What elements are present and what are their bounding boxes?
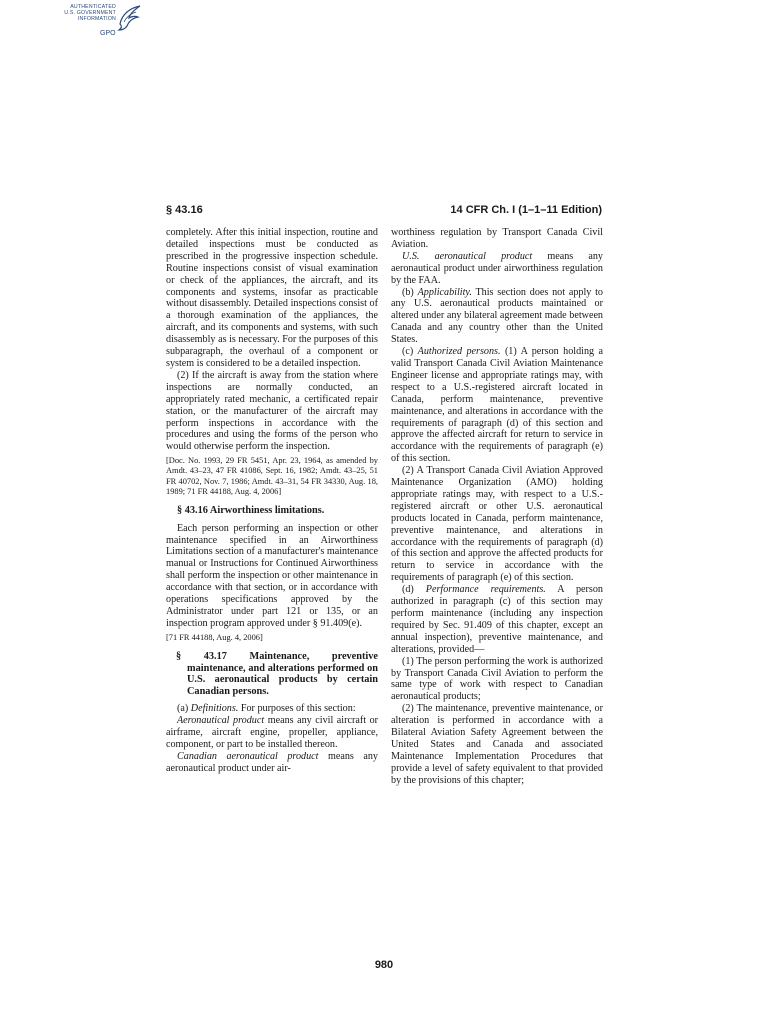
page-header <box>166 204 602 220</box>
paragraph-text: A person authorized in paragraph (c) of this section may perform maintenance (including any inspection required by Sec. 91.409 of this chapter, except an annual inspection), preventive maintenance, and alterations, provided— <box>391 584 603 655</box>
logo-line-2: U.S. GOVERNMENT <box>64 10 116 16</box>
paragraph: completely. After this initial inspection, routine and detailed inspections must be conducted as prescribed in the progressive inspection schedule. Routine inspections consist of visual examination or check of the appliances, the aircraft, and its components and systems, insofar as practicable without disassembly. Detailed inspections consist of a thorough examination of the appliances, the aircraft, and its components and systems, with such disassembly as is necessary. For the purposes of this subparagraph, the overhaul of a component or system is considered to be a detailed inspection. <box>166 227 378 369</box>
paragraph-text: This section does not apply to any U.S. aeronautical products maintained or altered under any bilateral agreement made between Canada and any country other than the United States. <box>391 286 603 346</box>
citation: [Doc. No. 1993, 29 FR 5451, Apr. 23, 1964, as amended by Amdt. 43–23, 47 FR 41086, Sept. 16, 1982; Amdt. 43–25, 51 FR 40702, Nov. 7, 1986; Amdt. 43–31, 54 FR 34330, Aug. 18, 1989; 71 FR 44188, Aug. 4, 2006] <box>166 456 378 496</box>
paragraph: (2) A Transport Canada Civil Aviation Approved Maintenance Organization (AMO) holding appropriate ratings may, with respect to a U.S.-registered aircraft or other U.S. aeronautical products located in Canada, perform maintenance, preventive maintenance, and alterations in accordance with the requirements of paragraph (d) of this section and approve the affected products for return to service in accordance with the requirements of paragraph (e) of this section. <box>391 465 603 584</box>
defined-term: Authorized persons. <box>417 346 501 358</box>
logo-line-1: AUTHENTICATED <box>70 4 116 10</box>
paragraph-label: (d) <box>402 584 414 596</box>
paragraph: Each person performing an inspection or other maintenance specified in an Airworthiness Limitations section of a manufacturer's maintenance manual or Instructions for Continued Airworthiness shall perform the inspection or other maintenance in accordance with that section, or in accordance with operations specifications approved by the Administrator under part 121 or 135, or an inspection program approved under § 91.409(e). <box>166 522 378 629</box>
left-column <box>166 227 378 775</box>
paragraph-text: means any civil aircraft or airframe, aircraft engine, propeller, appliance, component, or part to be installed thereon. <box>166 715 379 751</box>
defined-term: Canadian aeronautical product <box>177 750 319 762</box>
section-heading: § 43.17 Maintenance, preventive maintenance, and alterations performed on U.S. aeronautical products by certain Canadian persons. <box>176 650 378 697</box>
page-number: 980 <box>374 959 394 971</box>
paragraph <box>391 251 603 287</box>
eagle-icon <box>116 4 142 32</box>
defined-term: Performance requirements. <box>425 584 546 596</box>
header-section: § 43.16 <box>166 204 203 216</box>
logo-mark: GPO <box>100 30 116 37</box>
paragraph-label: (b) <box>402 286 414 298</box>
paragraph <box>391 346 603 465</box>
paragraph <box>166 703 378 715</box>
defined-term: Aeronautical product <box>177 715 265 727</box>
paragraph <box>391 287 603 347</box>
right-column <box>391 227 603 787</box>
paragraph <box>166 751 378 775</box>
header-title: 14 CFR Ch. I (1–1–11 Edition) <box>450 204 602 216</box>
paragraph <box>166 715 378 751</box>
defined-term: U.S. aeronautical product <box>402 250 533 262</box>
section-heading: § 43.16 Airworthiness limitations. <box>177 505 325 517</box>
paragraph-text: means any aeronautical product under airworthiness regulation by the FAA. <box>391 250 603 286</box>
paragraph <box>391 584 603 655</box>
citation: [71 FR 44188, Aug. 4, 2006] <box>166 632 263 642</box>
paragraph-text: means any aeronautical product under air- <box>166 750 378 774</box>
paragraph-text: For purposes of this section: <box>240 703 356 715</box>
gpo-authentication-logo <box>30 4 142 48</box>
paragraph-text: (1) A person holding a valid Transport Canada Civil Aviation Maintenance Engineer license and appropriate ratings may, with respect to a U.S.-registered aircraft located in Canada, perform maintenance, preventive maintenance, and alterations in accordance with the requirements of paragraph (d) of this section and approve the affected aircraft for return to service in accordance with the requirements of paragraph (e) of this section. <box>391 346 603 465</box>
logo-line-3: INFORMATION <box>77 16 116 22</box>
paragraph: (1) The person performing the work is authorized by Transport Canada Civil Aviation to perform the same type of work with respect to Canadian aeronautical products; <box>391 655 603 703</box>
paragraph: (2) The maintenance, preventive maintenance, or alteration is performed in accordance with a Bilateral Aviation Safety Agreement between the United States and Canada and associated Maintenance Implementation Procedures that provide a level of safety equivalent to that provided by the provisions of this chapter; <box>391 703 603 786</box>
defined-term: Definitions. <box>190 703 239 715</box>
logo-text <box>30 4 116 22</box>
paragraph: (2) If the aircraft is away from the station where inspections are normally conducted, an appropriately rated mechanic, a certificated repair station, or the manufacturer of the aircraft may perform inspections in accordance with the procedures and using the forms of the person who would otherwise perform the inspection. <box>166 369 378 453</box>
paragraph-label: (c) <box>402 346 414 358</box>
paragraph-label: (a) <box>177 703 189 715</box>
defined-term: Applicability. <box>417 286 472 298</box>
paragraph: worthiness regulation by Transport Canada Civil Aviation. <box>391 227 603 250</box>
